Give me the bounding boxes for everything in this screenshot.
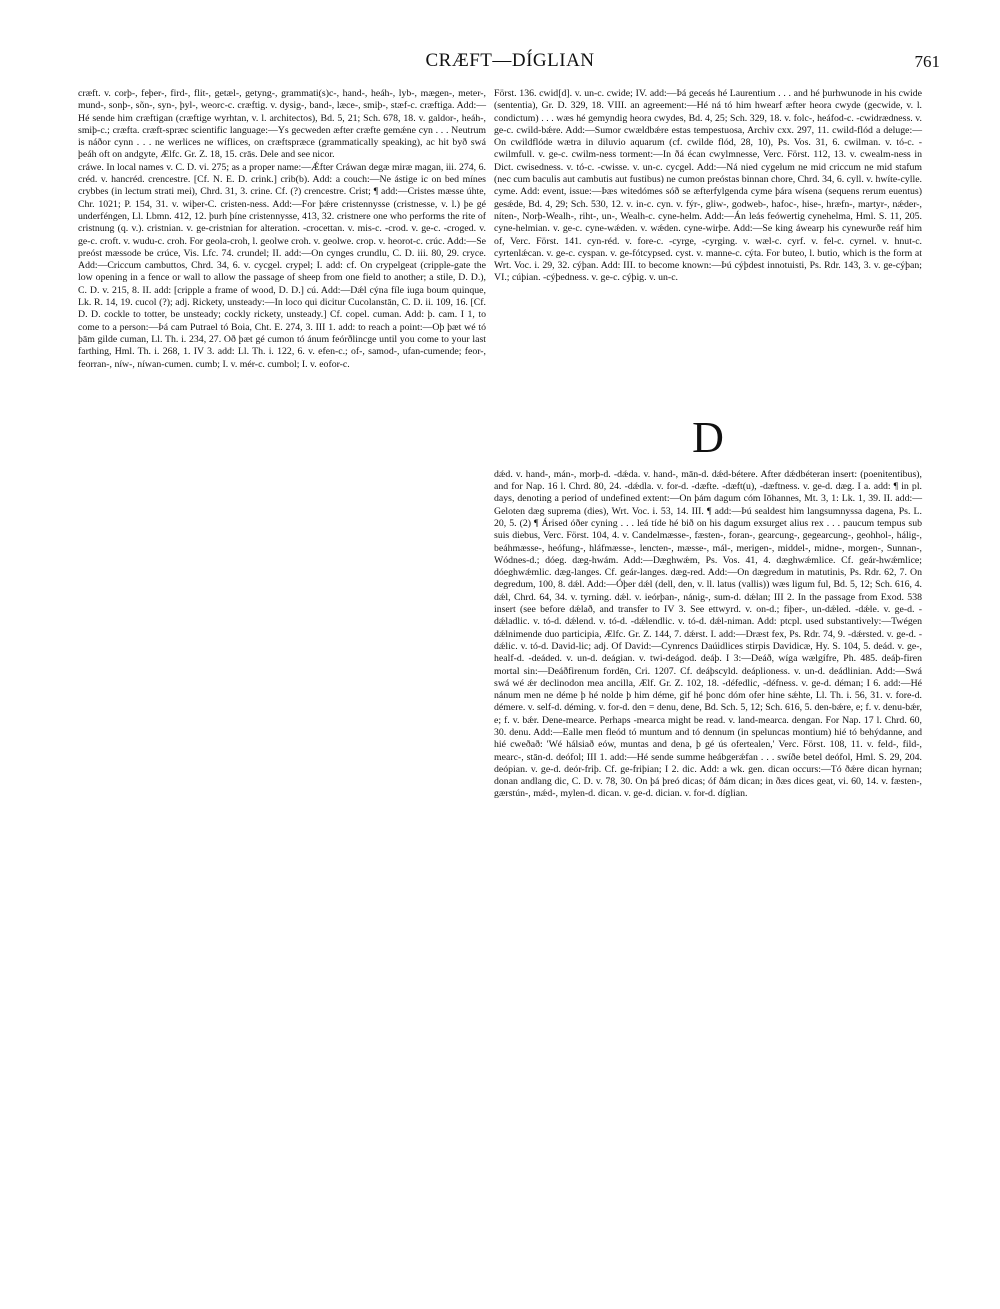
running-head: CRÆFT—DÍGLIAN [425, 50, 595, 71]
section-letter: D [692, 412, 724, 462]
left-column [78, 88, 486, 371]
page-header [80, 50, 940, 80]
entry-block: cræft. v. corþ-, feþer-, fird-, flit-, getæl-, getyng-, grammati(s)c-, hand-, heáh-, lyb-, mægen-, meter-, mund-, sonþ-, sõn-, syn-, þyl-, weorc-c. cræftig. v. dysig-, band-, læce-, smiþ-, stæf-c. cræftiga. Add:—Hé sende him cræftigan (cræftige wyrhtan, v. l. architectos), Bd. 5, 21; Sch. 678, 18. v. galdor-, heáh-, smiþ-c.; cræfta. cræft-spræc scientific language:—Ys gecweden æfter cræfte gemǽne cyn . . . Neutrum is náðor cynn . . . ne werlices ne wíflices, on cræftspræce (grammatically speaking), ac hit byð swá þeáh oft on andgyte, Ælfc. Gr. Z. 18, 15. crās. Dele and see nicor. [78, 88, 486, 161]
entry-block: cráwe. In local names v. C. D. vi. 275; as a proper name:—Ǽfter Cráwan degæ miræ magan, iii. 274, 6. créd. v. hancréd. crencestre. [Cf. N. E. D. crink.] crib(b). Add: a couch:—Ne ástige ic on bed mínes crybbes (in lectum strati mei), Chrd. 31, 3. crine. Cf. (?) crencestre. Crist; ¶ add:—Cristes mæsse úhte, Chr. 1021; P. 154, 31. v. wiþer-C. cristen-ness. Add:—For þǽre cristennysse (cristnesse, v. l.) þe gé underféngen, Ll. Lbmn. 412, 12. þurh þíne cristennysse, 413, 32. cristnere one who performs the rite of cristnung (q. v.). cristnian. v. ge-cristnian for alteration. -crocettan. v. mis-c. -crod. v. ge-c. -croged. v. ge-c. croft. v. wudu-c. croh. For geola-croh, l. geolwe croh. v. geolwe. crop. v. heorot-c. crúc. Add:—Se preóst mæssode be crúce, Vis. Lfc. 74. crundel; II. add:—On cynges crundlu, C. D. iii. 80, 29. cryce. Add:—Criccum cambuttos, Chrd. 34, 6. v. cycgel. crypel; I. add: cf. On crypelgeat (cripple-gate the low opening in a fence or wall to allow the passage of sheep from one field to another; a stile, D. D.), C. D. v. 215, 8. II. add: [cripple a frame of wood, D. D.] cú. Add:—Dǽl cýna fíle iuga boum quinque, Lk. R. 14, 19. cucol (?); adj. Rickety, unsteady:—In loco qui dicitur Cucolanstān, C. D. ii. 109, 16. [Cf. D. D. cockle to totter, be unsteady; cockly rickety, unsteady.] Cf. copel. cuman. Add: þ. cam. I 1, to come to a person:—Þá cam Putrael tó Boia, Cht. E. 274, 3. III 1. add: to reach a point:—Oþ þæt wé tó þām gilde cuman, Ll. Th. i. 234, 27. Oð þæt gé cumon tó ánum feórðlincge until you come to your last farthing, Hml. Th. i. 268, 1. IV 3. add: Ll. Th. i. 122, 6. v. efen-c.; of-, samod-, ufan-cumende; feor-, feorran-, níw-, níwan-cumen. cumb; I. v. mér-c. cumbol; I. v. eofor-c. [78, 161, 486, 370]
page-number: 761 [914, 52, 940, 71]
entry-block: dǽd. v. hand-, mán-, morþ-d. -dǽda. v. hand-, mān-d. dǽd-bétere. After dǽdbéteran insert: (poenitentibus), and for Nap. 16 l. Chrd. 80, 24. -dǽdla. v. for-d. -dæfte. -dæft(u), -dæftness. v. ge-d. dæg. I a. add: ¶ in pl. days, denoting a period of undefined extent:—On þám dagum cóm Iōhannes, Mt. 3, 1: Lk. 1, 39. II. add:—Geloten dæg suprema (dies), Wrt. Voc. i. 53, 14. III. ¶ add:—Þú sealdest him langsumnyssa dagena, Ps. L. 20, 5. (2) ¶ Árised óðer cyning . . . leá tíde hé bið on his dagum exsurget alius rex . . . paucum tempus sub suis diebus, Verc. Först. 104, 4. v. Candelmæsse-, fæsten-, foran-, gearcung-, gegearcung-, geohhol-, hálig-, beáhmæsse-, heófung-, hláfmæsse-, lencten-, mæsse-, mál-, merigen-, middel-, midne-, morgen-, Sunnan-, Wódnes-d.; dóeg. dæg-hwám. Add:—Dæghwǽm, Ps. Vos. 41, 4. dæghwǽmlice. Cf. geár-hwǽmlice; dóeghwǽmlic. dæg-langes. Cf. geár-langes. dæg-red. Add:—On dægredum in matutinis, Ps. Rdr. 62, 7. On degredum, 100, 8. dǽl. Add:—Óþer dǽl (dell, den, v. ll. latus (vallis)) wæs ligum ful, Bd. 5, 12; Sch. 616, 4. dǽl, Chrd. 64, 34. v. tyrning. dǽl. v. ieórþan-, nánig-, sum-d. dǽlan; III 2. In the passage from Exod. 538 insert (see before dǽlað, and transfer to IV 3. See ettwyrd. v. on-d.; fiþer-, un-dǽled. -dǽle. v. ge-d. -dǽladlic. v. tó-d. dǽlend. v. tó-d. -dǽlendlic. v. tó-d. dǽl-niman. Add: ptcpl. used substantively:—Twégen dǽlnimende duo participia, Ælfc. Gr. Z. 144, 7. dǽrst. I. add:—Dræst fex, Ps. Rdr. 74, 9. -dǽrsted. v. ge-d. -dǽlic. v. tó-d. David-lic; adj. Of David:—Cynrencs Daúidlices stirpis Davidicæ, Hy. S. 104, 5. deád. v. ge-, healf-d. -deáded. v. un-d. deágian. v. twi-deágod. deáþ. I 3:—Deáð, wíga wælgífre, Ph. 485. deáþ-firen mortal sin:—Deáðfirenum fordēn, Cri. 1207. Cf. deáþscyld. deáplioness. v. un-d. deádlinian. Add:—Swá swá wé ǽr declinodon mea ancilla, Ælf. Gr. Z. 102, 18. -défedlic, -défness. v. ge-d. déman; I 6. add:—Hé nánum men ne déme þ hé nolde þ him déme, gif hé þonc dóm ofer hine sǽhte, Ll. Th. i. 56, 31. v. fore-d. démere. v. self-d. déming. v. for-d. den = denu, dene, Bd. Sch. 5, 12; Sch. 616, 5. den-bǽre, e; f. v. denu-bǽr, e; f. v. bǽr. Dene-mearce. Perhaps -mearca might be read. v. land-mearca. dengan. For Nap. 17 l. Chrd. 60, 30. denu. Add:—Ealle men fleód tó muntum and tó dennum (in speluncas montium) hié tó behýdanne, and hié cweðað: 'Wé hálsiað eów, muntas and dena, þ gé ús ofertealen,' Verc. Först. 108, 11. v. feld-, fild-, mearc-, stān-d. deófol; III 1. add:—Hé sende summe heábgerǽfan . . . swíðe betel deófol, Hml. S. 29, 204. deópian. v. ge-d. deór-friþ. Cf. ge-friþian; I 2. dic. Add: a wk. gen. dican occurs:—Tó ðǽre dican hyrnan; donan andlang dic, C. D. v. 78, 30. On þá þreó dicas; óf ðám dican; in ðæs dices geat, vi. 60, 14. v. fæsten-, gærstún-, mǽd-, mylen-d. dican. v. ge-d. dician. v. for-d. díglian. [494, 468, 922, 800]
right-column [494, 88, 922, 801]
entry-block: Först. 136. cwid[d]. v. un-c. cwide; IV. add:—Þá geceás hé Laurentium . . . and hé þurhwunode in his cwide (sententia), Gr. D. 329, 18. VIII. an agreement:—Hé ná tó him hwearf æfter heora cwyde (gecwide, v. l. condictum) . . . wæs hé gemyndig heora cwydes, Bd. 4, 25; Sch. 329, 18. v. folc-, heáfod-c. -cwidrædness. v. ge-c. cwild-bǽre. Add:—Sumor cwældbǽre estas tempestuosa, Archiv cxx. 297, 11. cwild-flód a deluge:—On cwildflóde wætra in diluvio aquarum (cf. cwilde flód, 28, 10), Ps. Vos. 31, 6. cwilman. v. tó-c. -cwilmfull. v. ge-c. cwilm-ness torment:—In ðá écan cwylmnesse, Verc. Först. 112, 13. v. cwealm-ness in Dict. cwisedness. v. tó-c. -cwisse. v. un-c. cycgel. Add:—Ná nied cygelum ne mid criccum ne mid stafum (nec cum baculis aut cambutis aut fustibus) ne cumon preóstas binnan chore, Chrd. 34, 6. cyll. v. hwíte-cylle. cyme. Add: event, issue:—Þæs witedómes sóð se æfterfylgenda cyme þára wísena (sequens rerum euentus) gesǽde, Bd. 4, 29; Sch. 530, 12. v. in-c. cyn. v. fýr-, gliw-, godweb-, hafoc-, hise-, hræfn-, martyr-, nǽder-, níten-, Norþ-Wealh-, riht-, un-, Wealh-c. cyne-helm. Add:—Án leás feówertig cynehelma, Hml. S. 11, 205. cyne-helmian. v. ge-c. cyne-wǽden. v. wǽden. cyne-wirþe. Add:—Se king áwearp his cynewurðe reáf him of, Verc. Först. 141. cyn-réd. v. fore-c. -cyrge, -cyrging. v. wæl-c. cyrf. v. fel-c. cyrnel. v. hnut-c. cyrtenlǽcan. v. ge-c. cyspan. v. ge-fótcypsed. cyst. v. manne-c. cýta. For buteo, l. butio, which is the form at Wrt. Voc. i. 29, 32. cýþan. Add: III. to become known:—Þú cýþdest innotuisti, Ps. Rdr. 143, 3. v. ge-cýþan; VI.; cúþian. -cýþedness. v. ge-c. cýþig. v. un-c. [494, 88, 922, 284]
